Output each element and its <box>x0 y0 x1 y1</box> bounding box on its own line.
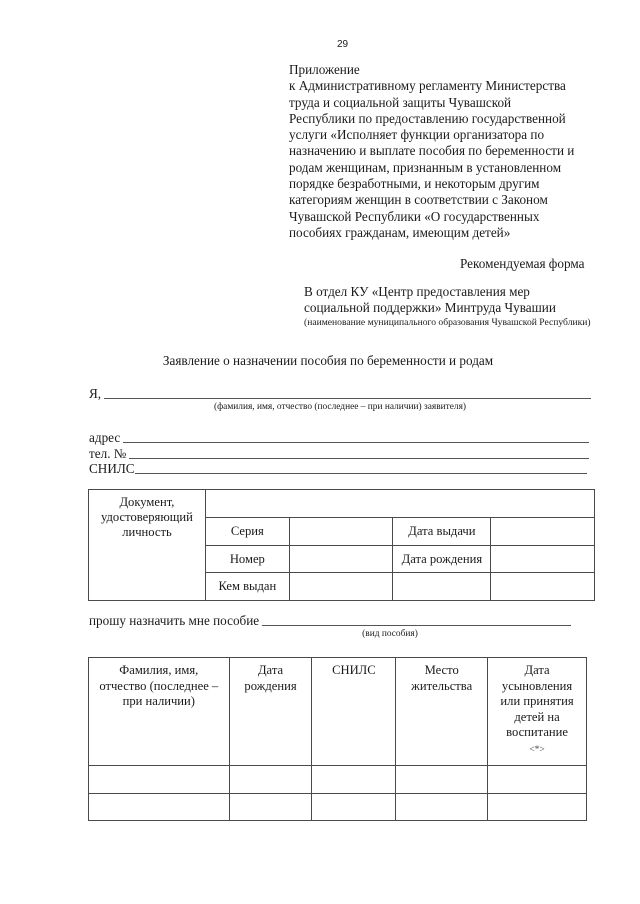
phone-label: тел. № <box>89 446 127 461</box>
child-snils-cell[interactable] <box>312 794 396 821</box>
phone-field[interactable] <box>129 457 589 459</box>
child-snils-cell[interactable] <box>312 766 396 794</box>
child-residence-cell[interactable] <box>396 766 488 794</box>
addressee-line: социальной поддержки» Минтруда Чувашии <box>304 300 556 315</box>
child-adoption-date-cell[interactable] <box>488 794 587 821</box>
issued-by-field[interactable] <box>289 573 393 601</box>
phone-row <box>89 446 589 462</box>
id-document-type-field[interactable] <box>205 490 594 518</box>
id-document-header: Документ, удостоверяющий личность <box>89 490 206 601</box>
issued-by-field-ext[interactable] <box>393 573 491 601</box>
issued-by-label: Кем выдан <box>205 573 289 601</box>
column-header-full-name: Фамилия, имя, отчество (последнее – при наличии) <box>89 658 230 766</box>
column-header-birth-date: Дата рождения <box>229 658 312 766</box>
applicant-hint: (фамилия, имя, отчество (последнее – при наличии) заявителя) <box>213 402 467 412</box>
applicant-label: Я, <box>89 386 102 401</box>
number-field[interactable] <box>289 546 393 573</box>
appendix-line: к Административному регламенту Министерства <box>289 78 566 94</box>
column-header-snils: СНИЛС <box>312 658 396 766</box>
benefit-type-field[interactable] <box>262 624 571 626</box>
address-label: адрес <box>89 430 121 445</box>
address-row <box>89 430 589 446</box>
table-row <box>89 794 587 821</box>
document-title: Заявление о назначении пособия по беременности и родам <box>162 353 494 368</box>
address-field[interactable] <box>123 441 589 443</box>
applicant-name-field[interactable] <box>104 397 591 399</box>
recommended-form-label: Рекомендуемая форма <box>460 256 585 271</box>
series-label: Серия <box>205 518 289 546</box>
appendix-line: порядке безработными, и некоторым другим <box>289 176 540 192</box>
benefit-request-label: прошу назначить мне пособие <box>89 613 260 628</box>
benefit-request-row <box>89 613 571 629</box>
snils-row <box>89 461 587 477</box>
child-adoption-date-cell[interactable] <box>488 766 587 794</box>
series-field[interactable] <box>289 518 393 546</box>
appendix-line: Приложение <box>289 62 360 77</box>
adoption-date-label: Дата усыновления или принятия детей на воспитание <box>500 663 574 740</box>
child-birth-date-cell[interactable] <box>229 794 312 821</box>
appendix-line: родам женщинам, признанным в установленном <box>289 159 562 175</box>
birth-date-label: Дата рождения <box>393 546 491 573</box>
table-row <box>89 766 587 794</box>
id-document-table <box>88 489 595 601</box>
issue-date-label: Дата выдачи <box>393 518 491 546</box>
appendix-line: услуги «Исполняет функции организатора по <box>289 127 545 143</box>
footnote-mark: <*> <box>529 744 545 755</box>
appendix-line: категориям женщин в соответствии с Законом <box>289 192 548 208</box>
addressee-line: В отдел КУ «Центр предоставления мер <box>304 284 530 299</box>
child-residence-cell[interactable] <box>396 794 488 821</box>
issued-by-field-ext2[interactable] <box>491 573 595 601</box>
birth-date-field[interactable] <box>491 546 595 573</box>
appendix-line: Республики по предоставлению государственной <box>289 110 566 126</box>
page-number: 29 <box>337 39 349 50</box>
snils-field[interactable] <box>135 472 587 474</box>
appendix-line: пособиях гражданам, имеющим детей» <box>289 224 511 240</box>
applicant-row <box>89 386 591 402</box>
child-name-cell[interactable] <box>89 794 230 821</box>
benefit-type-hint: (вид пособия) <box>362 629 418 639</box>
addressee-note: (наименование муниципального образования Чувашской Республики) <box>304 317 591 328</box>
snils-label: СНИЛС <box>89 461 135 476</box>
number-label: Номер <box>205 546 289 573</box>
appendix-line: Чувашской Республики «О государственных <box>289 208 540 224</box>
child-name-cell[interactable] <box>89 766 230 794</box>
appendix-header <box>289 62 609 241</box>
children-table <box>88 657 587 821</box>
issue-date-field[interactable] <box>491 518 595 546</box>
appendix-line: труда и социальной защиты Чувашской <box>289 94 512 110</box>
addressee <box>304 284 596 316</box>
appendix-line: назначению и выплате пособия по беременности и <box>289 143 575 159</box>
column-header-adoption-date <box>488 658 587 766</box>
child-birth-date-cell[interactable] <box>229 766 312 794</box>
column-header-residence: Место жительства <box>396 658 488 766</box>
